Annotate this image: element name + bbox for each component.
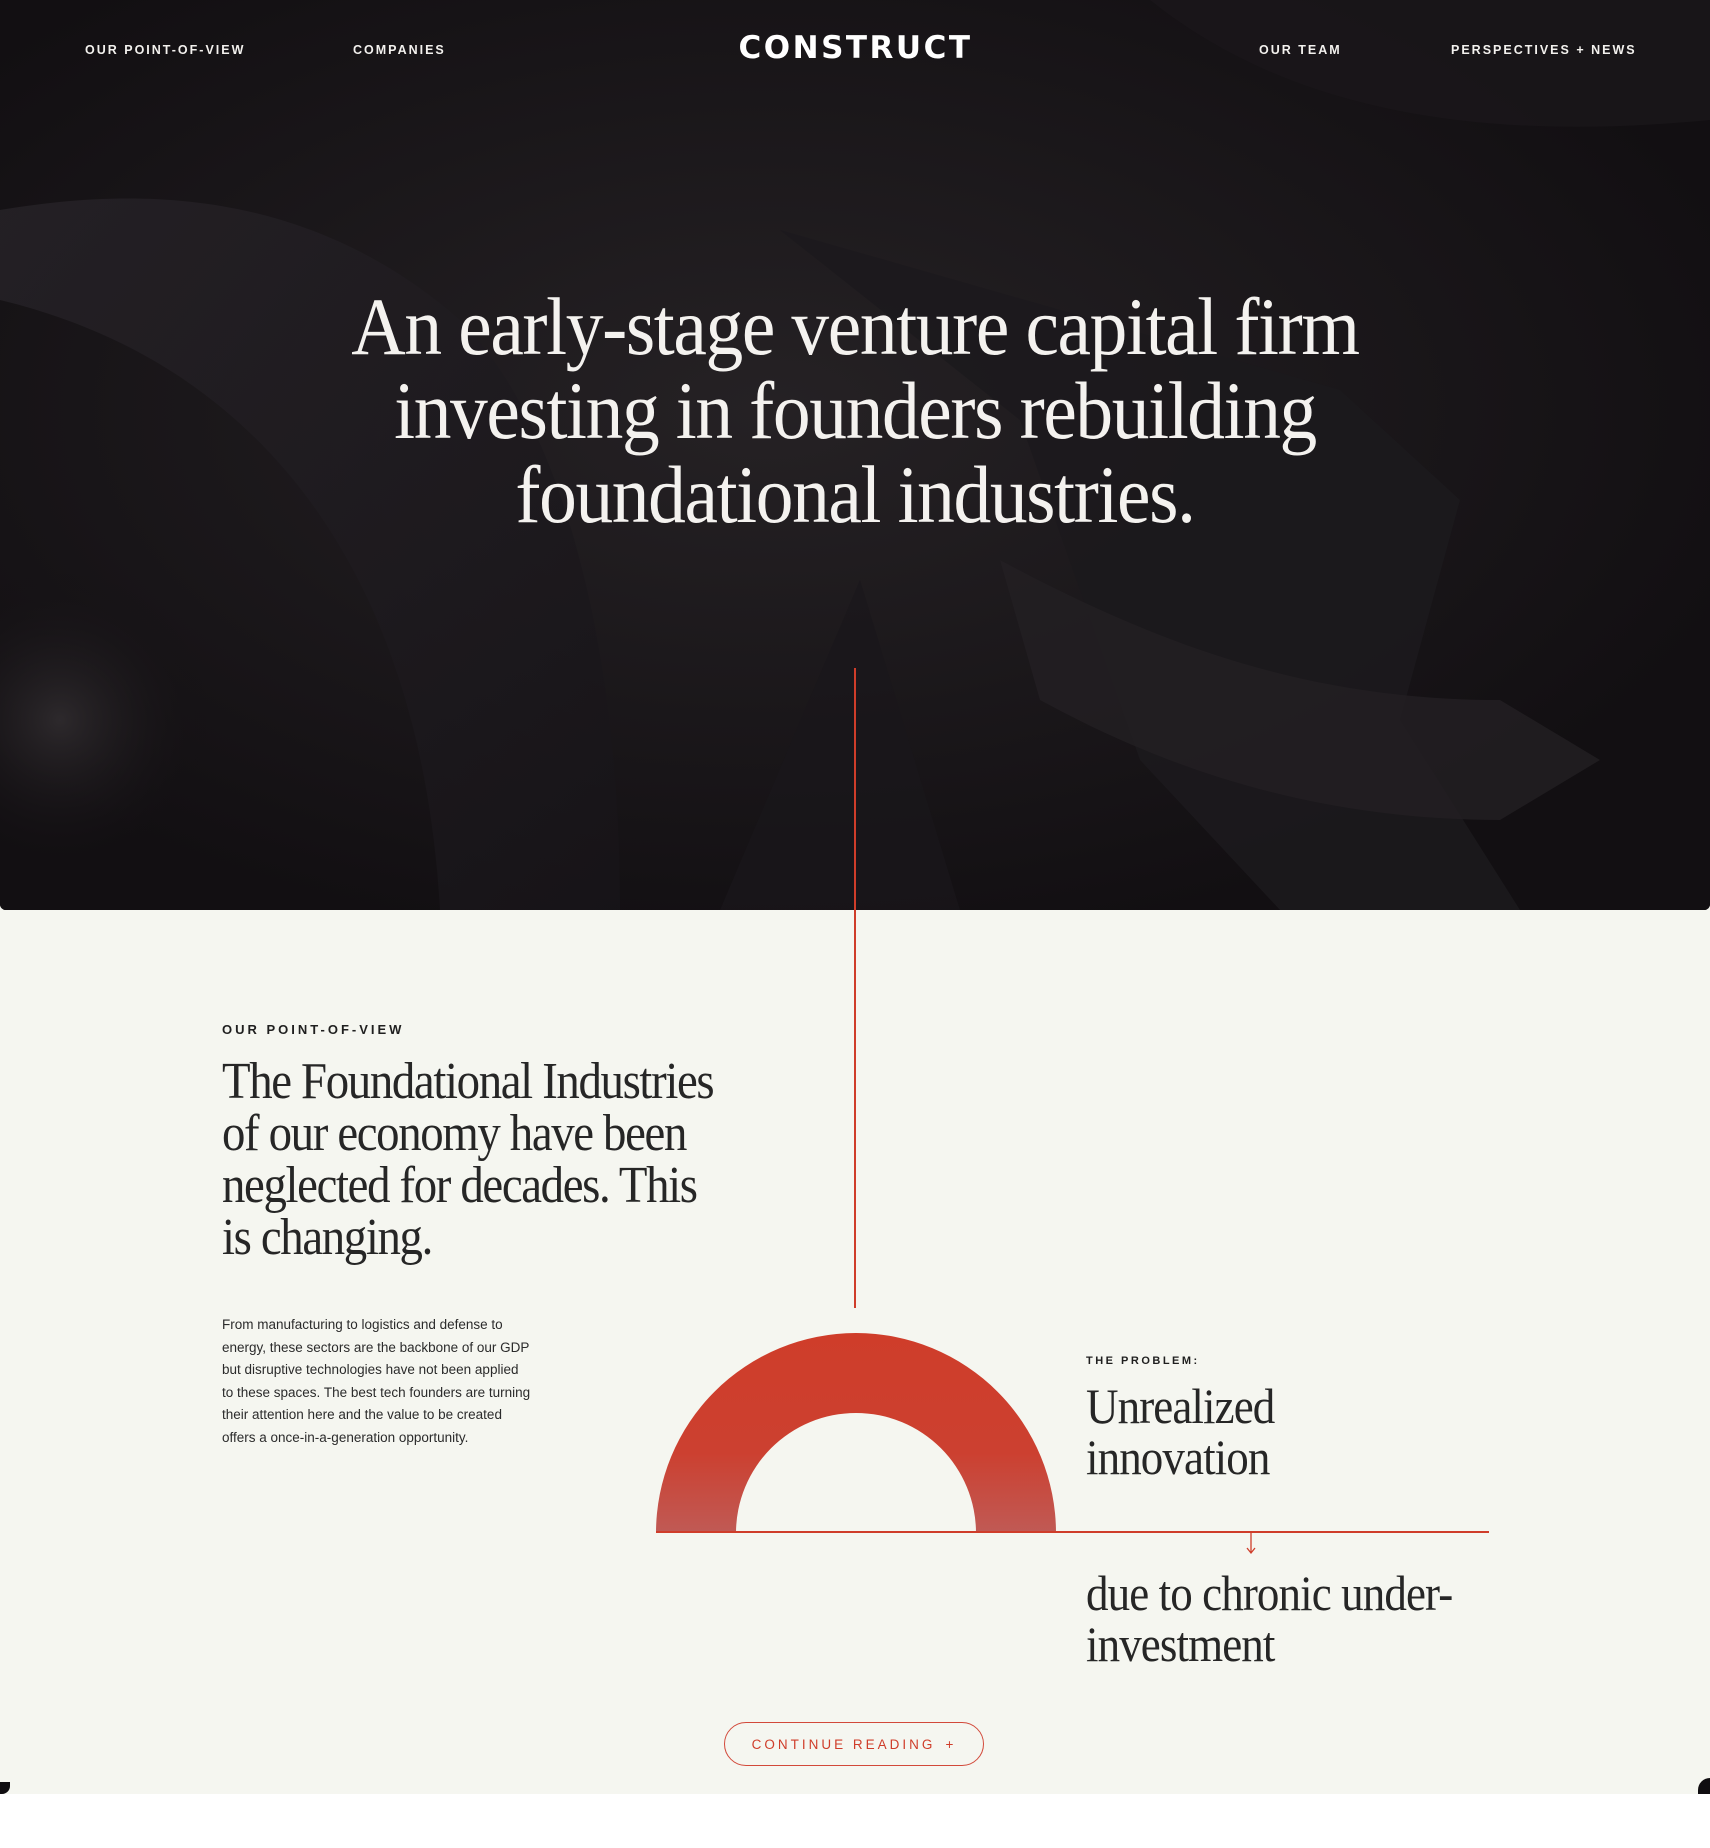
nav-link-our-team[interactable]: OUR TEAM xyxy=(1259,43,1342,57)
page-edge-left xyxy=(0,1782,10,1794)
problem-title xyxy=(1086,1378,1275,1485)
page-edge-right xyxy=(1698,1778,1710,1794)
problem-title-line-2: innovation xyxy=(1086,1429,1270,1485)
arch-graphic xyxy=(656,1330,1056,1534)
hero-title: An early-stage venture capital firm investing in founders rebuilding foundational industries. xyxy=(351,281,1359,540)
nav-link-companies[interactable]: COMPANIES xyxy=(353,43,446,57)
pov-heading: The Foundational Industries of our economy have been neglected for decades. This is changing. xyxy=(222,1053,714,1266)
pov-eyebrow: OUR POINT-OF-VIEW xyxy=(222,1022,405,1037)
top-nav xyxy=(0,0,1710,100)
nav-link-point-of-view[interactable]: OUR POINT-OF-VIEW xyxy=(85,43,246,57)
continue-reading-button[interactable] xyxy=(724,1722,984,1766)
continue-reading-label: CONTINUE READING xyxy=(751,1736,936,1752)
horizontal-baseline xyxy=(656,1531,1489,1533)
nav-link-perspectives-news[interactable]: PERSPECTIVES + NEWS xyxy=(1451,43,1637,57)
plus-icon: + xyxy=(945,1736,957,1752)
arrow-down-icon xyxy=(1243,1532,1259,1556)
pov-body-text: From manufacturing to logistics and defense to energy, these sectors are the backbone of our GDP but disruptive technologies have not been applied to these spaces. The best tech founders are turning their attention here and the value to be created offers a once-in-a-generation opportunity. xyxy=(222,1317,531,1445)
problem-title-line-1: Unrealized xyxy=(1086,1378,1275,1434)
problem-eyebrow: THE PROBLEM: xyxy=(1086,1355,1200,1367)
logo[interactable]: CONSTRUCT xyxy=(738,30,973,66)
vertical-divider-line xyxy=(854,668,856,1308)
problem-subtitle: due to chronic under-investment xyxy=(1086,1565,1453,1672)
footer-strip xyxy=(0,1794,1710,1848)
